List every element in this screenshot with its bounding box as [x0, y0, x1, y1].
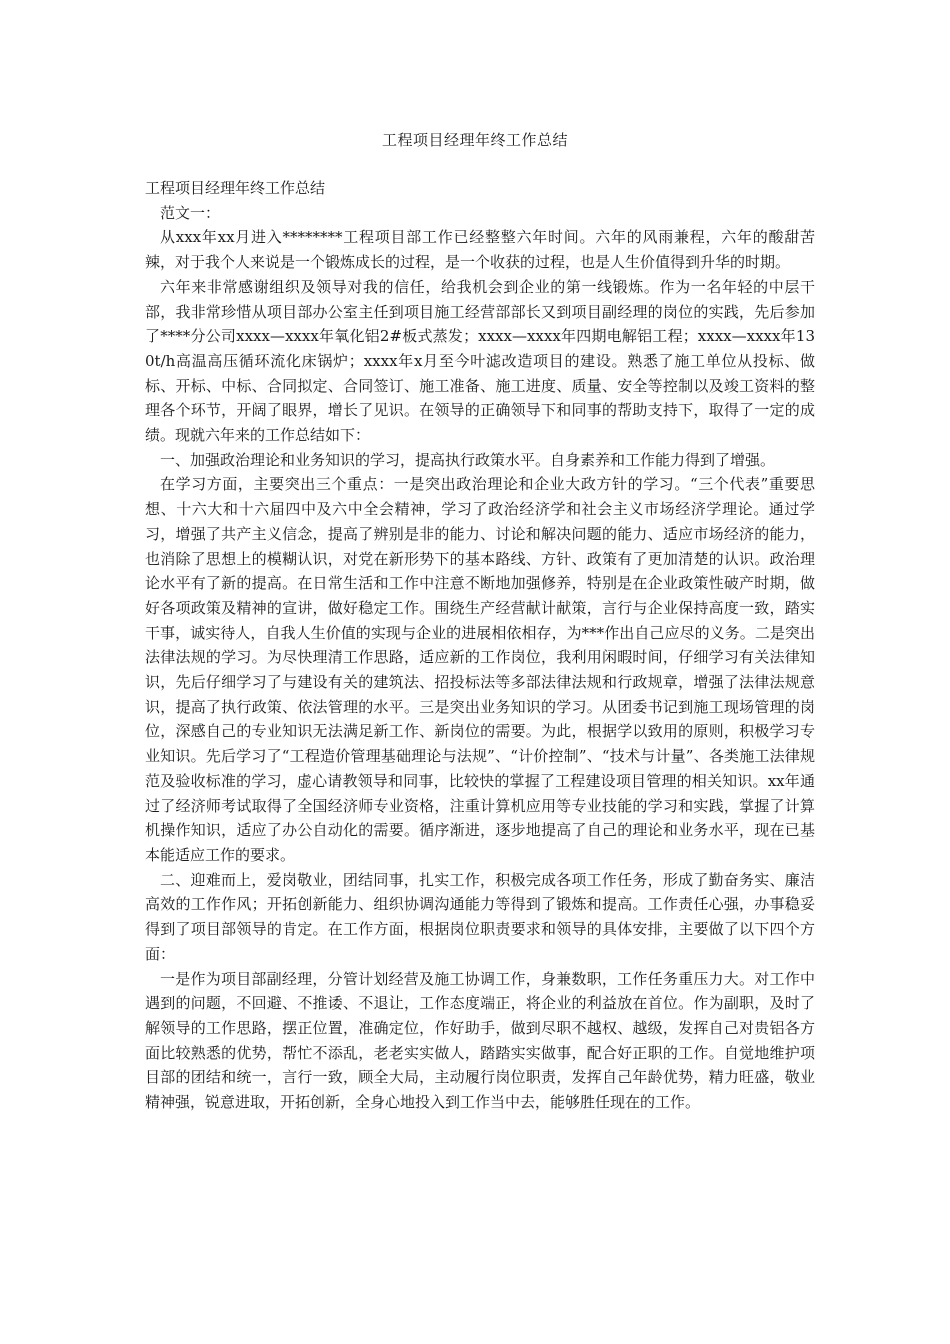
paragraph-study: 在学习方面，主要突出三个重点：一是突出政治理论和企业大政方针的学习。“三个代表”重要思想、十六大和十六届四中及六中全会精神，学习了政治经济学和社会主义市场经济学理论。通过学习，增强了共产主义信念，提高了辨别是非的能力、讨论和解决问题的能力、适应市场经济的能力，也消除了思想上的模糊认识，对党在新形势下的基本路线、方针、政策有了更加清楚的认识。政治理论水平有了新的提高。在日常生活和工作中注意不断地加强修养，特别是在企业政策性破产时期，做好各项政策及精神的宣讲，做好稳定工作。围绕生产经营献计献策，言行与企业保持高度一致，踏实干事，诚实待人，自我人生价值的实现与企业的进展相依相存，为***作出自己应尽的义务。二是突出法律法规的学习。为尽快理清工作思路，适应新的工作岗位，我利用闲暇时间，仔细学习有关法律知识，先后仔细学习了与建设有关的建筑法、招投标法等多部法律法规和行政规章，增强了法律法规意识，提高了执行政策、依法管理的水平。三是突出业务知识的学习。从团委书记到施工现场管理的岗位，深感自己的专业知识无法满足新工作、新岗位的需要。为此，根据学以致用的原则，积极学习专业知识。先后学习了“工程造价管理基础理论与法规”、“计价控制”、“技术与计量”、各类施工法律规范及验收标准的学习，虚心请教领导和同事，比较快的掌握了工程建设项目管理的相关知识。xx年通过了经济师考试取得了全国经济师专业资格，注重计算机应用等专业技能的学习和实践，掌握了计算机操作知识，适应了办公自动化的需要。循序渐进，逐步地提高了自己的理论和业务水平，现在已基本能适应工作的要求。 — [145, 475, 815, 864]
document-body — [145, 176, 815, 1115]
section-heading-one: 一、加强政治理论和业务知识的学习，提高执行政策水平。自身素养和工作能力得到了增强。 — [160, 450, 776, 469]
paragraph-deputy-role: 一是作为项目部副经理，分管计划经营及施工协调工作，身兼数职，工作任务重压力大。对工作中遇到的问题，不回避、不推诿、不退让，工作态度端正，将企业的利益放在首位。作为副职，及时了解领导的工作思路，摆正位置，准确定位，作好助手，做到尽职不越权、越级，发挥自己对贵铝各方面比较熟悉的优势，帮忙不添乱，老老实实做人，踏踏实实做事，配合好正职的工作。自觉地维护项目部的团结和统一，言行一致，顾全大局，主动履行岗位职责，发挥自己年龄优势，精力旺盛，敬业精神强，锐意进取，开拓创新，全身心地投入到工作当中去，能够胜任现在的工作。 — [145, 969, 815, 1112]
sample-label: 范文一： — [160, 203, 221, 222]
section-heading-two: 二、迎难而上，爱岗敬业，团结同事，扎实工作，积极完成各项工作任务，形成了勤奋务实、廉洁高效的工作作风；开拓创新能力、组织协调沟通能力等得到了锻炼和提高。工作责任心强，办事稳妥得到了项目部领导的肯定。在工作方面，根据岗位职责要求和领导的具体安排，主要做了以下四个方面： — [145, 870, 815, 963]
paragraph-experience: 六年来非常感谢组织及领导对我的信任，给我机会到企业的第一线锻炼。作为一名年轻的中层干部，我非常珍惜从项目部办公室主任到项目施工经营部部长又到项目副经理的岗位的实践，先后参加了****分公司xxxx—xxxx年氧化铝2#板式蒸发；xxxx—xxxx年四期电解铝工程；xxxx—xxxx年130t/h高温高压循环流化床锅炉；xxxx年x月至今叶滤改造项目的建设。熟悉了施工单位从投标、做标、开标、中标、合同拟定、合同签订、施工准备、施工进度、质量、安全等控制以及竣工资料的整理各个环节，开阔了眼界，增长了见识。在领导的正确领导下和同事的帮助支持下，取得了一定的成绩。现就六年来的工作总结如下： — [145, 277, 815, 445]
document-title: 工程项目经理年终工作总结 — [381, 131, 568, 149]
body-heading: 工程项目经理年终工作总结 — [145, 179, 326, 197]
paragraph-intro: 从xxx年xx月进入********工程项目部工作已经整整六年时间。六年的风雨兼程，六年的酸甜苦辣，对于我个人来说是一个锻炼成长的过程，是一个收获的过程，也是人生价值得到升华的时期。 — [145, 228, 815, 272]
